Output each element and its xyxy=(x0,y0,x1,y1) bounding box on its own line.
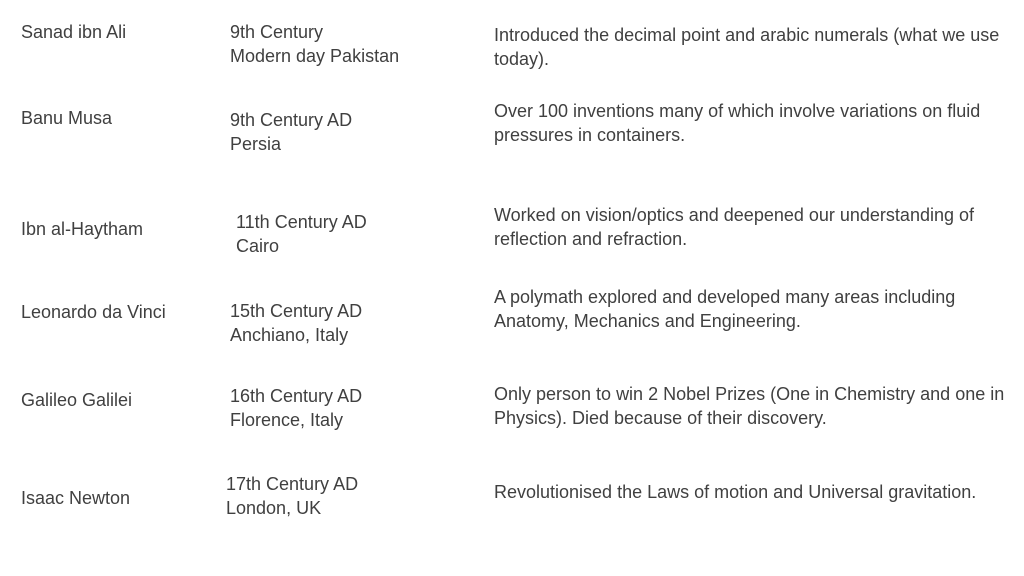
scientist-era-location: 15th Century AD Anchiano, Italy xyxy=(230,301,363,345)
scientist-description: Worked on vision/optics and deepened our understanding of reflection and refraction. xyxy=(494,205,974,249)
scientist-name: Isaac Newton xyxy=(21,488,131,508)
scientist-description: Revolutionised the Laws of motion and Universal gravitation. xyxy=(494,482,977,502)
scientist-description: Introduced the decimal point and arabic numerals (what we use today). xyxy=(494,25,1000,69)
scientist-description: A polymath explored and developed many areas including Anatomy, Mechanics and Engineering. xyxy=(494,287,956,331)
scientist-era-location: 17th Century AD London, UK xyxy=(226,474,359,518)
scientist-era-location: 11th Century AD Cairo xyxy=(236,212,367,256)
scientist-name: Sanad ibn Ali xyxy=(21,22,127,42)
scientist-name: Banu Musa xyxy=(21,108,113,128)
scientist-description: Only person to win 2 Nobel Prizes (One in Chemistry and one in Physics). Died because of their discovery. xyxy=(494,384,1005,428)
scientist-name: Galileo Galilei xyxy=(21,390,133,410)
scientist-description: Over 100 inventions many of which involve variations on fluid pressures in containers. xyxy=(494,101,981,145)
scientist-era-location: 9th Century Modern day Pakistan xyxy=(230,22,400,66)
scientist-era-location: 16th Century AD Florence, Italy xyxy=(230,386,363,430)
scientist-name: Leonardo da Vinci xyxy=(21,302,166,322)
scientist-era-location: 9th Century AD Persia xyxy=(230,110,353,154)
scientist-name: Ibn al-Haytham xyxy=(21,219,144,239)
